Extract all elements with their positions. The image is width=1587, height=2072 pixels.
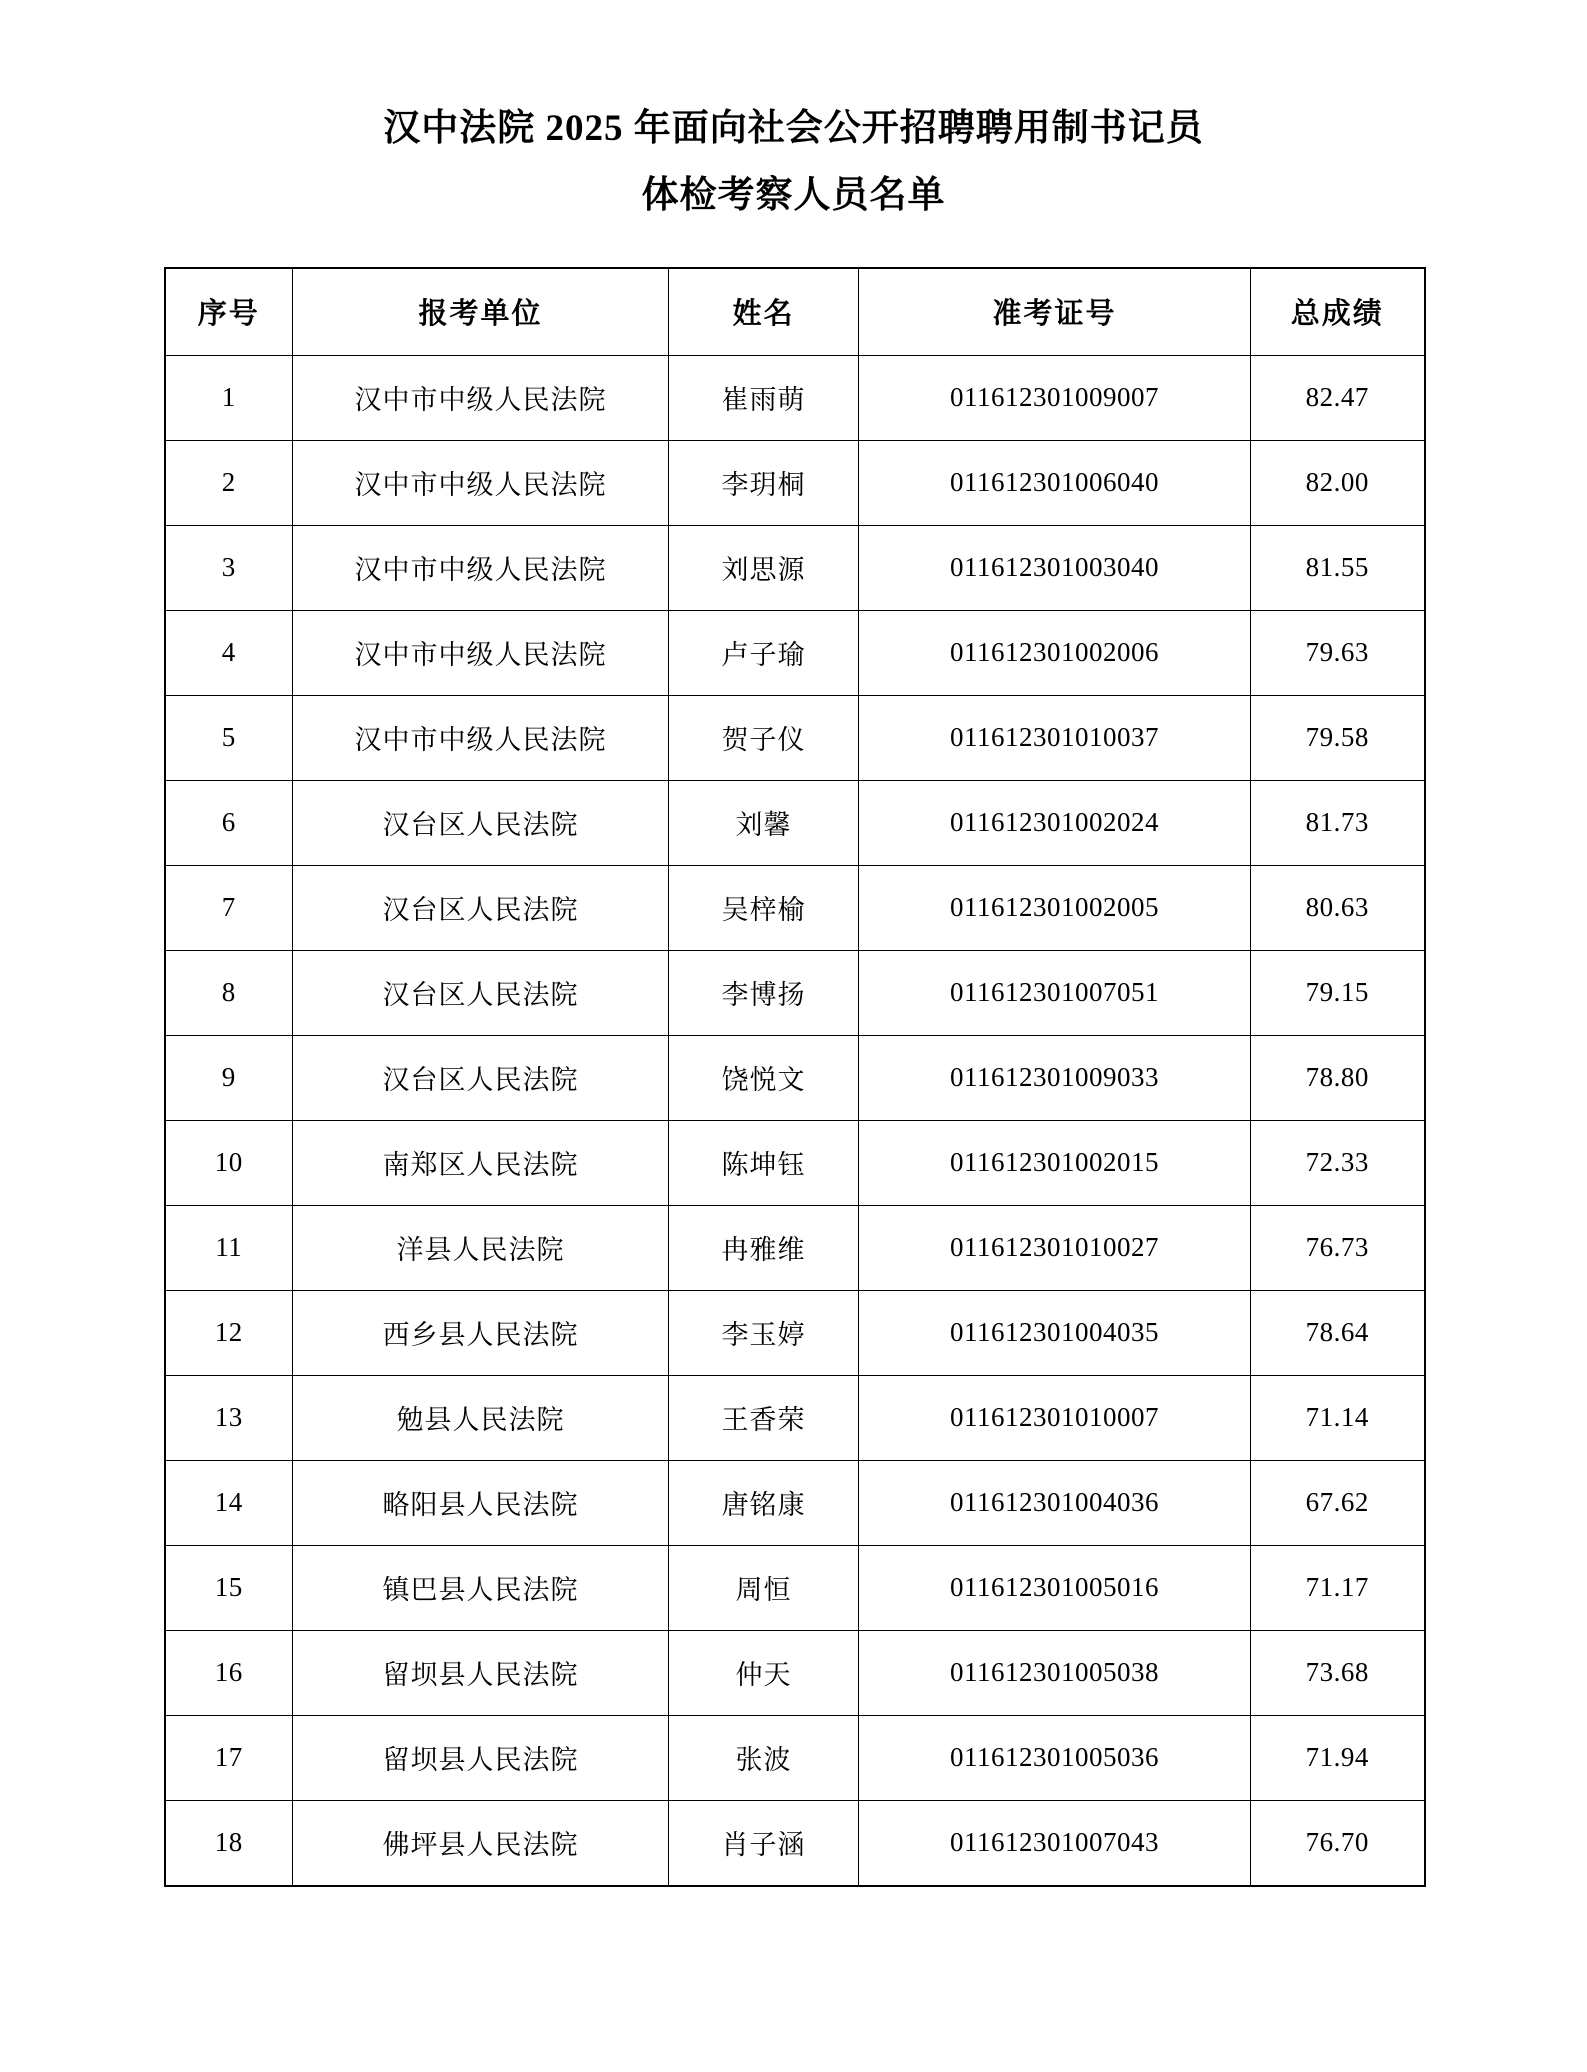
cell-total-score: 71.17 [1251, 1545, 1425, 1630]
cell-unit: 洋县人民法院 [293, 1205, 669, 1290]
cell-unit: 镇巴县人民法院 [293, 1545, 669, 1630]
cell-unit: 西乡县人民法院 [293, 1290, 669, 1375]
table-row [165, 865, 1425, 950]
cell-admission-number: 011612301003040 [859, 525, 1251, 610]
column-header-admission-number: 准考证号 [859, 268, 1251, 356]
table-row [165, 950, 1425, 1035]
cell-name: 仲天 [669, 1630, 859, 1715]
page-title-line-2: 体检考察人员名单 [641, 175, 946, 217]
table-row [165, 1205, 1425, 1290]
cell-unit: 汉台区人民法院 [293, 865, 669, 950]
cell-name: 吴梓榆 [669, 865, 859, 950]
cell-total-score: 78.80 [1251, 1035, 1425, 1120]
roster-table-wrapper [164, 225, 1424, 1887]
cell-admission-number: 011612301002005 [859, 865, 1251, 950]
column-header-name: 姓名 [669, 268, 859, 356]
cell-index: 7 [165, 865, 293, 950]
cell-name: 唐铭康 [669, 1460, 859, 1545]
cell-total-score: 79.15 [1251, 950, 1425, 1035]
column-header-unit: 报考单位 [293, 268, 669, 356]
cell-total-score: 78.64 [1251, 1290, 1425, 1375]
cell-unit: 略阳县人民法院 [293, 1460, 669, 1545]
table-header [165, 268, 1425, 356]
cell-index: 14 [165, 1460, 293, 1545]
cell-index: 4 [165, 610, 293, 695]
table-body [165, 355, 1425, 1886]
cell-name: 周恒 [669, 1545, 859, 1630]
cell-total-score: 67.62 [1251, 1460, 1425, 1545]
cell-admission-number: 011612301010007 [859, 1375, 1251, 1460]
cell-index: 6 [165, 780, 293, 865]
table-row [165, 355, 1425, 440]
cell-index: 3 [165, 525, 293, 610]
cell-index: 8 [165, 950, 293, 1035]
cell-index: 9 [165, 1035, 293, 1120]
table-row [165, 1800, 1425, 1886]
cell-total-score: 82.47 [1251, 355, 1425, 440]
table-row [165, 1545, 1425, 1630]
cell-name: 陈坤钰 [669, 1120, 859, 1205]
cell-total-score: 71.14 [1251, 1375, 1425, 1460]
cell-name: 肖子涵 [669, 1800, 859, 1886]
cell-index: 1 [165, 355, 293, 440]
cell-unit: 南郑区人民法院 [293, 1120, 669, 1205]
cell-total-score: 76.73 [1251, 1205, 1425, 1290]
cell-admission-number: 011612301009033 [859, 1035, 1251, 1120]
cell-admission-number: 011612301004036 [859, 1460, 1251, 1545]
roster-table [164, 267, 1426, 1887]
cell-unit: 留坝县人民法院 [293, 1630, 669, 1715]
cell-index: 10 [165, 1120, 293, 1205]
cell-index: 2 [165, 440, 293, 525]
cell-unit: 汉台区人民法院 [293, 1035, 669, 1120]
cell-index: 16 [165, 1630, 293, 1715]
cell-name: 冉雅维 [669, 1205, 859, 1290]
table-row [165, 1715, 1425, 1800]
cell-name: 贺子仪 [669, 695, 859, 780]
cell-unit: 勉县人民法院 [293, 1375, 669, 1460]
cell-admission-number: 011612301007043 [859, 1800, 1251, 1886]
cell-admission-number: 011612301007051 [859, 950, 1251, 1035]
cell-total-score: 80.63 [1251, 865, 1425, 950]
column-header-total-score: 总成绩 [1251, 268, 1425, 356]
cell-unit: 汉中市中级人民法院 [293, 610, 669, 695]
cell-name: 刘馨 [669, 780, 859, 865]
cell-admission-number: 011612301010037 [859, 695, 1251, 780]
table-header-row [165, 268, 1425, 356]
cell-unit: 汉中市中级人民法院 [293, 695, 669, 780]
table-row [165, 525, 1425, 610]
cell-index: 13 [165, 1375, 293, 1460]
table-row [165, 610, 1425, 695]
table-row [165, 440, 1425, 525]
cell-unit: 汉台区人民法院 [293, 780, 669, 865]
cell-unit: 汉台区人民法院 [293, 950, 669, 1035]
cell-total-score: 76.70 [1251, 1800, 1425, 1886]
page-title-line-1: 汉中法院 2025 年面向社会公开招聘聘用制书记员 [383, 108, 1204, 149]
cell-admission-number: 011612301002024 [859, 780, 1251, 865]
cell-admission-number: 011612301009007 [859, 355, 1251, 440]
table-row [165, 695, 1425, 780]
cell-index: 11 [165, 1205, 293, 1290]
table-row [165, 780, 1425, 865]
table-row [165, 1035, 1425, 1120]
cell-name: 李玉婷 [669, 1290, 859, 1375]
cell-name: 卢子瑜 [669, 610, 859, 695]
cell-name: 刘思源 [669, 525, 859, 610]
cell-admission-number: 011612301010027 [859, 1205, 1251, 1290]
cell-name: 李玥桐 [669, 440, 859, 525]
cell-unit: 留坝县人民法院 [293, 1715, 669, 1800]
cell-admission-number: 011612301004035 [859, 1290, 1251, 1375]
column-header-index: 序号 [165, 268, 293, 356]
cell-total-score: 82.00 [1251, 440, 1425, 525]
cell-unit: 汉中市中级人民法院 [293, 525, 669, 610]
cell-index: 15 [165, 1545, 293, 1630]
cell-total-score: 73.68 [1251, 1630, 1425, 1715]
cell-admission-number: 011612301005016 [859, 1545, 1251, 1630]
table-row [165, 1375, 1425, 1460]
cell-admission-number: 011612301002015 [859, 1120, 1251, 1205]
cell-total-score: 72.33 [1251, 1120, 1425, 1205]
cell-index: 17 [165, 1715, 293, 1800]
cell-admission-number: 011612301005038 [859, 1630, 1251, 1715]
cell-total-score: 79.58 [1251, 695, 1425, 780]
cell-total-score: 79.63 [1251, 610, 1425, 695]
cell-index: 12 [165, 1290, 293, 1375]
cell-admission-number: 011612301005036 [859, 1715, 1251, 1800]
cell-name: 王香荣 [669, 1375, 859, 1460]
cell-name: 张波 [669, 1715, 859, 1800]
table-row [165, 1290, 1425, 1375]
cell-admission-number: 011612301002006 [859, 610, 1251, 695]
cell-name: 崔雨萌 [669, 355, 859, 440]
cell-total-score: 81.55 [1251, 525, 1425, 610]
cell-name: 李博扬 [669, 950, 859, 1035]
cell-unit: 佛坪县人民法院 [293, 1800, 669, 1886]
table-row [165, 1630, 1425, 1715]
table-row [165, 1120, 1425, 1205]
cell-unit: 汉中市中级人民法院 [293, 355, 669, 440]
cell-index: 18 [165, 1800, 293, 1886]
table-row [165, 1460, 1425, 1545]
cell-index: 5 [165, 695, 293, 780]
cell-unit: 汉中市中级人民法院 [293, 440, 669, 525]
cell-name: 饶悦文 [669, 1035, 859, 1120]
cell-admission-number: 011612301006040 [859, 440, 1251, 525]
cell-total-score: 81.73 [1251, 780, 1425, 865]
cell-total-score: 71.94 [1251, 1715, 1425, 1800]
